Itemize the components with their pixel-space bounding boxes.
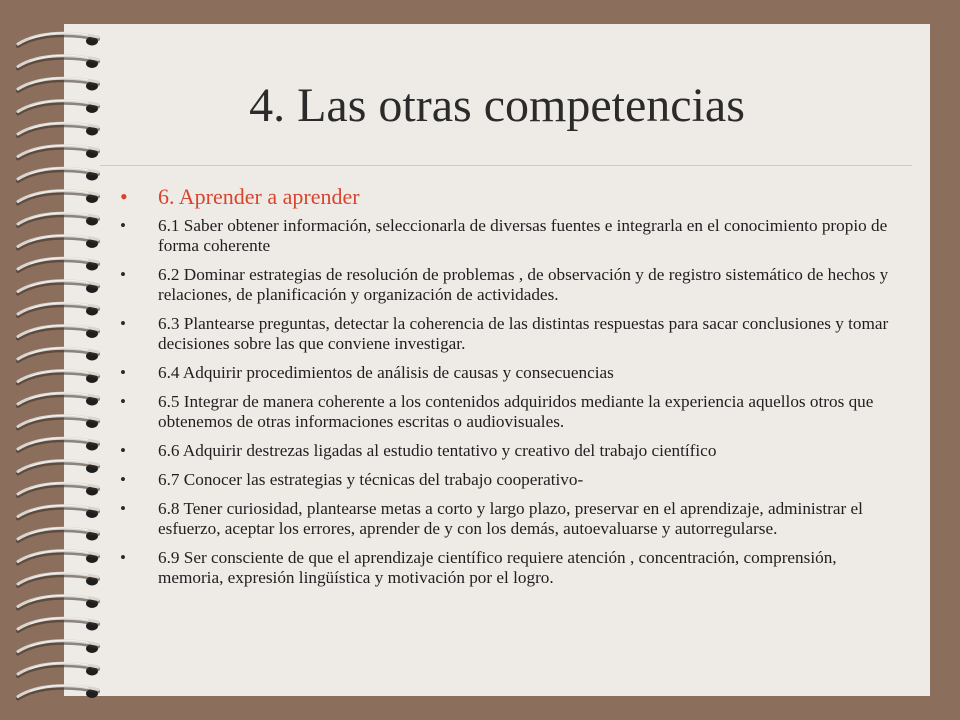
- spiral-ring: [18, 595, 98, 608]
- list-item: [120, 548, 900, 588]
- spiral-ring: [18, 550, 98, 563]
- spiral-ring: [18, 640, 98, 653]
- list-item-text: 6.8 Tener curiosidad, plantearse metas a corto y largo plazo, preservar en el aprendizaje, administrar el esfuerzo, aceptar los errores, aprender de y con los demás, autoevaluarse y autorregularse.: [158, 499, 863, 538]
- bullet-marker: •: [120, 184, 128, 209]
- bullet-marker: •: [120, 441, 126, 460]
- list-heading: [120, 184, 900, 210]
- list-item-text: 6.6 Adquirir destrezas ligadas al estudio tentativo y creativo del trabajo científico: [158, 441, 717, 460]
- title-divider: [100, 165, 912, 166]
- bullet-list: [120, 184, 900, 597]
- list-item: [120, 441, 900, 461]
- spiral-ring: [18, 393, 98, 406]
- spiral-ring: [18, 573, 98, 586]
- list-item: [120, 499, 900, 539]
- spiral-ring: [18, 303, 98, 316]
- spiral-ring: [18, 213, 98, 226]
- bullet-marker: •: [120, 216, 126, 235]
- list-item-text: 6.9 Ser consciente de que el aprendizaje científico requiere atención , concentración, comprensión, memoria, expresión lingüística y motivación por el logro.: [158, 548, 837, 587]
- list-item-text: 6.4 Adquirir procedimientos de análisis de causas y consecuencias: [158, 363, 614, 382]
- spiral-ring: [18, 348, 98, 361]
- spiral-ring: [18, 438, 98, 451]
- list-item: [120, 470, 900, 490]
- spiral-ring: [18, 370, 98, 383]
- spiral-ring: [18, 190, 98, 203]
- bullet-marker: •: [120, 499, 126, 518]
- spiral-ring: [18, 55, 98, 68]
- bullet-marker: •: [120, 392, 126, 411]
- spiral-ring: [18, 618, 98, 631]
- slide-title: 4. Las otras competencias: [249, 79, 745, 132]
- spiral-ring: [18, 460, 98, 473]
- spiral-ring: [18, 258, 98, 271]
- list-item: [120, 216, 900, 256]
- bullet-marker: •: [120, 363, 126, 382]
- spiral-ring: [18, 505, 98, 518]
- spiral-ring: [18, 415, 98, 428]
- list-item-text: 6.2 Dominar estrategias de resolución de problemas , de observación y de registro sistemático de hechos y relaciones, de planificación y organización de actividades.: [158, 265, 889, 304]
- spiral-ring: [18, 325, 98, 338]
- spiral-ring: [18, 663, 98, 676]
- list-item: [120, 314, 900, 354]
- spiral-ring: [18, 168, 98, 181]
- list-item: [120, 363, 900, 383]
- bullet-marker: •: [120, 548, 126, 567]
- spiral-ring: [18, 33, 98, 46]
- spiral-ring: [18, 685, 98, 698]
- heading-text: 6. Aprender a aprender: [158, 184, 360, 209]
- list-item-text: 6.5 Integrar de manera coherente a los contenidos adquiridos mediante la experiencia aquellos otros que obtenemos de otras informaciones escritas o audiovisuales.: [158, 392, 874, 431]
- spiral-ring: [18, 528, 98, 541]
- list-item-text: 6.3 Plantearse preguntas, detectar la coherencia de las distintas respuestas para sacar conclusiones y tomar decisiones sobre las que conviene investigar.: [158, 314, 889, 353]
- bullet-marker: •: [120, 470, 126, 489]
- bullet-marker: •: [120, 265, 126, 284]
- bullet-marker: •: [120, 314, 126, 333]
- list-item: [120, 392, 900, 432]
- spiral-ring: [18, 280, 98, 293]
- spiral-ring: [18, 145, 98, 158]
- list-item: [120, 265, 900, 305]
- list-item-text: 6.7 Conocer las estrategias y técnicas del trabajo cooperativo-: [158, 470, 584, 489]
- list-item-text: 6.1 Saber obtener información, seleccionarla de diversas fuentes e integrarla en el conocimiento propio de forma coherente: [158, 216, 888, 255]
- spiral-ring: [18, 235, 98, 248]
- spiral-ring: [18, 483, 98, 496]
